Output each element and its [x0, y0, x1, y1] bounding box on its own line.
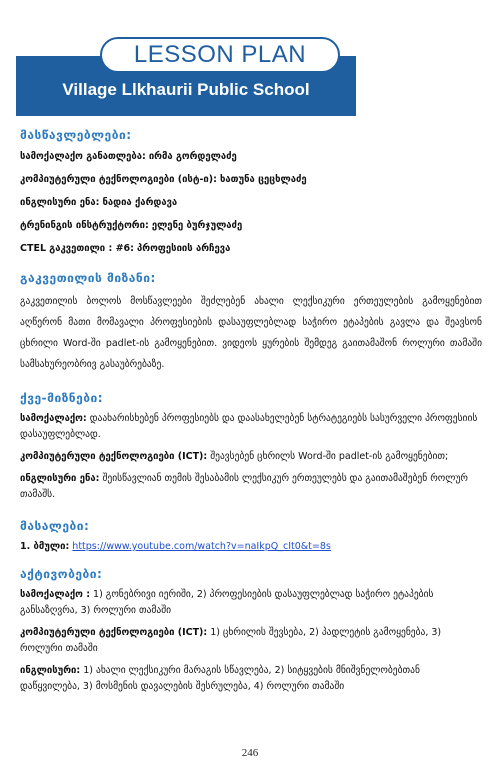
goal-heading: გაკვეთილის მიზანი: — [20, 271, 156, 285]
teacher-subject: კომპიუტერული ტექნოლოგიები (ისტ-ი): — [20, 174, 217, 185]
subgoal-text: დაახარისხებენ პროფესიებს და დაასახელებენ სტრატეგიებს სასურველი პროფესიის დასაუფლებლად. — [20, 413, 478, 440]
teacher-name: ელენე ბურჯულაძე — [151, 220, 243, 231]
subgoal-item — [20, 449, 482, 465]
subgoal-label: ინგლისური ენა: — [20, 473, 100, 484]
teacher-name: ირმა გორდელაძე — [148, 151, 237, 162]
teacher-subject: CTEL გაკვეთილი : #6: — [20, 243, 134, 254]
teacher-line — [20, 173, 482, 186]
material-item — [20, 539, 482, 555]
activity-text: 1) ცხრილის შევსება, 2) პადლეტის გამოყენება, 3) როლური თამაში — [20, 627, 442, 654]
activity-item — [20, 587, 482, 619]
teacher-name: ხათუნა ცეცხლაძე — [219, 174, 307, 185]
subgoal-text: შეისწავლიან თემის შესაბამის ლექსიკურ ერთეულებს და გაითამაშებენ როლურ თამაშს. — [20, 473, 468, 500]
teacher-name: ნადია ქარდავა — [102, 197, 178, 208]
activities-heading: აქტივობები: — [20, 567, 103, 581]
activity-label: სამოქალაქო : — [20, 589, 90, 600]
activity-label: კომპიუტერული ტექნოლოგიები (ICT): — [20, 627, 208, 638]
teacher-line — [20, 242, 482, 255]
teachers-list — [20, 150, 482, 255]
video-link[interactable]: https://www.youtube.com/watch?v=naIkpQ_cIt0&t=8s — [72, 541, 331, 552]
lesson-plan-title: LESSON PLAN — [133, 41, 307, 68]
subgoal-text: შეავსებენ ცხრილს Word-ში padlet-ის გამოყენებით; — [210, 451, 449, 462]
teachers-heading: მასწავლებლები: — [20, 128, 132, 142]
teacher-line — [20, 196, 482, 209]
subgoal-item — [20, 471, 482, 503]
teacher-name: პროფესიის არჩევა — [136, 243, 231, 254]
material-label: 1. ბმული: — [20, 541, 70, 552]
teacher-subject: ტრენინგის ინსტრუქტორი: — [20, 220, 149, 231]
school-name: Village Llkhaurii Public School — [62, 80, 310, 99]
subgoals-heading: ქვე-მიზნები: — [20, 391, 104, 405]
activity-text: 1) ახალი ლექსიკური მარაგის სწავლება, 2) სიტყვების მნიშვნელობებთან დაწყვილება, 3) მოსმენის დავალების შესრულება, 4) როლური თამაში — [20, 665, 420, 692]
lesson-plan-pill — [100, 37, 340, 73]
activity-text: 1) გონებრივი იერიში, 2) პროფესიების დასაუფლებლად საჭირო ეტაპების განსაზღვრა, 3) როლური თამაში — [20, 589, 434, 616]
teacher-subject: სამოქალაქო განათლება: — [20, 151, 146, 162]
document-body — [20, 128, 482, 701]
teacher-line — [20, 150, 482, 163]
subgoal-item — [20, 411, 482, 443]
activity-label: ინგლისური: — [20, 665, 81, 676]
subgoal-label: სამოქალაქო: — [20, 413, 87, 424]
activity-item — [20, 663, 482, 695]
subgoal-label: კომპიუტერული ტექნოლოგიები (ICT): — [20, 451, 208, 462]
teacher-subject: ინგლისური ენა: — [20, 197, 100, 208]
teacher-line — [20, 219, 482, 232]
page-number: 246 — [241, 747, 259, 759]
activity-item — [20, 625, 482, 657]
goal-text: გაკვეთილის ბოლოს მოსწავლეები შეძლებენ ახალი ლექსიკური ერთეულების გამოყენებით აღწერონ მათი მომავალი პროფესიების დასაუფლებლად საჭირო ეტაპების გავლა და შეავსონ ცხრილი Word-ში padlet-ის გამოყენებით. ვიდეოს ყურების შემდეგ გაითამაშონ როლური თამაში სამსახურეობრივ გასაუბრებაზე. — [20, 296, 482, 370]
materials-heading: მასალები: — [20, 519, 90, 533]
